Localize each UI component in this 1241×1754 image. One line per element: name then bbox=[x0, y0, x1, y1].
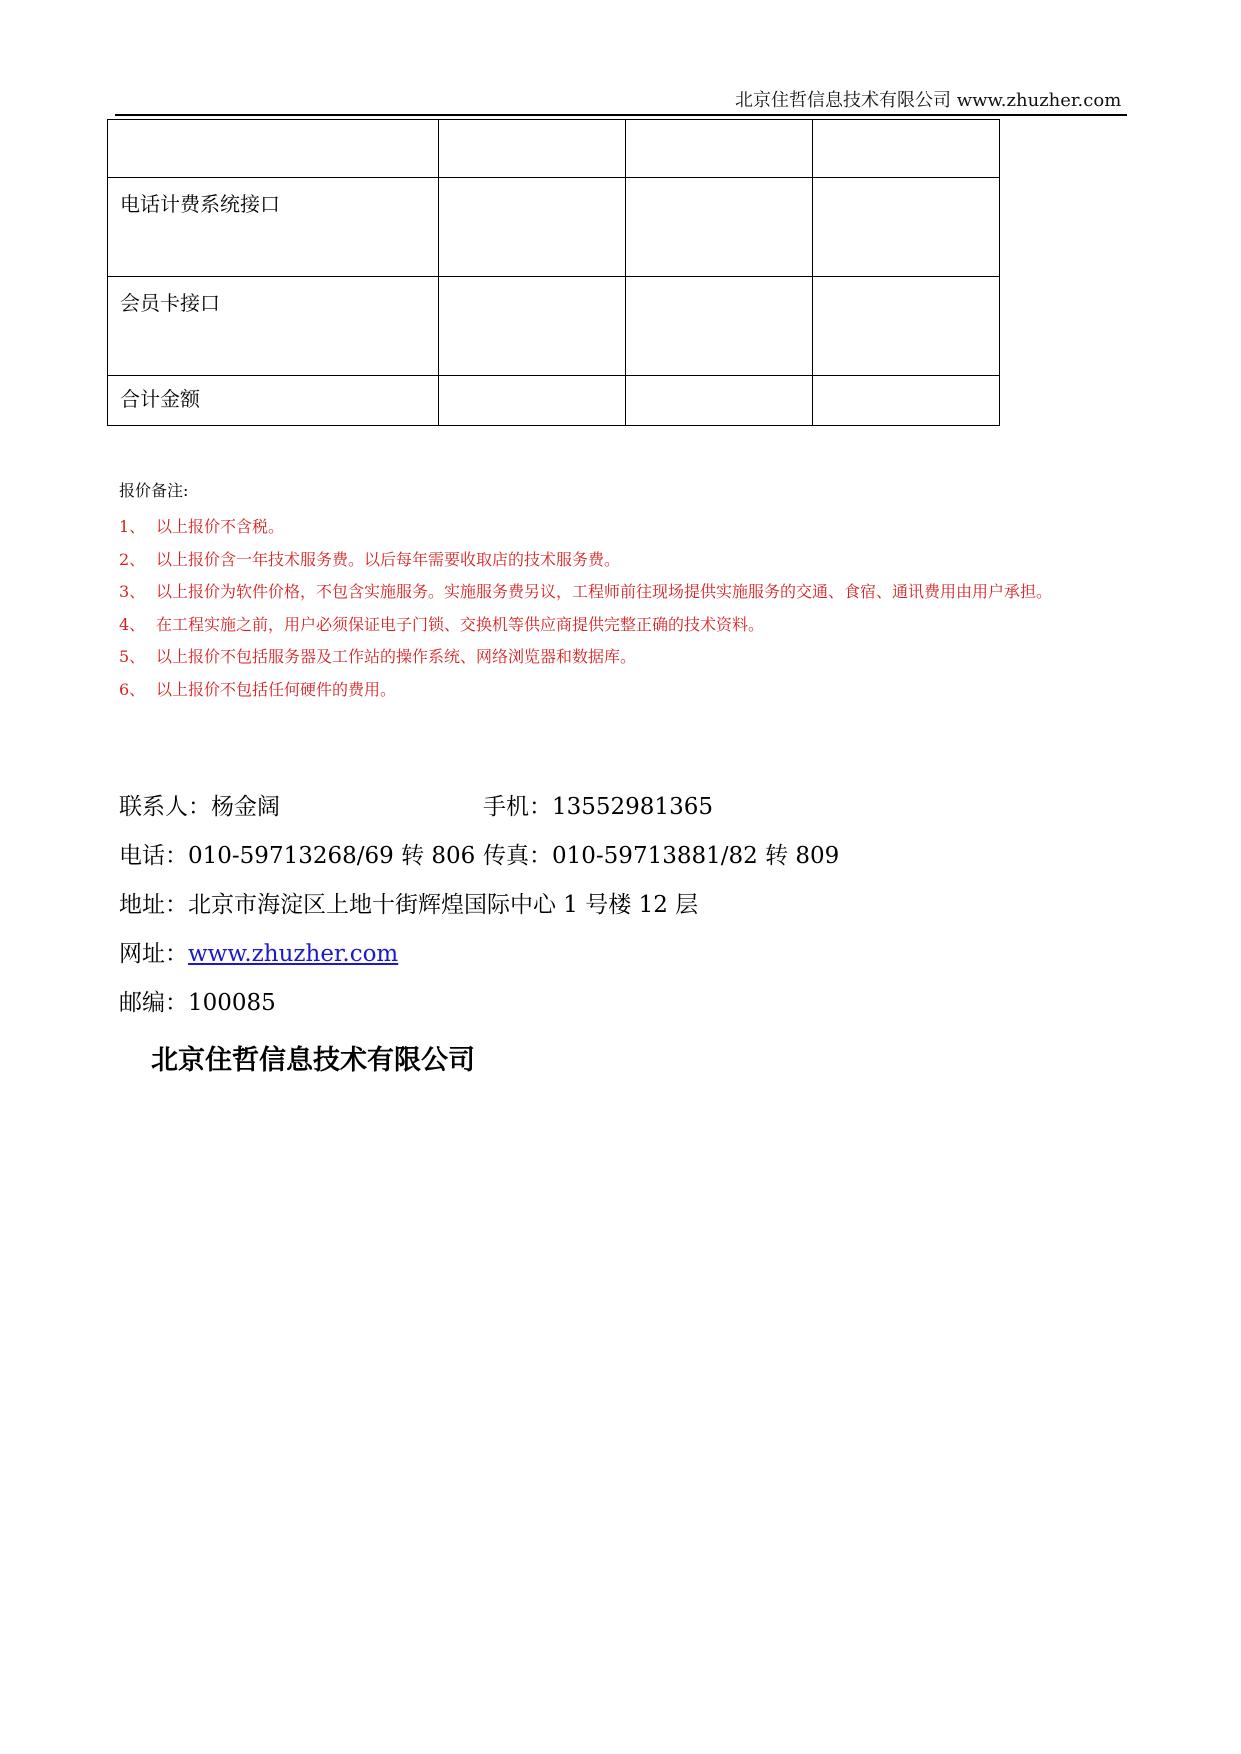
table-cell bbox=[813, 376, 1000, 426]
table-cell bbox=[626, 178, 813, 277]
remark-text: 以上报价不包括任何硬件的费用。 bbox=[156, 679, 397, 699]
remark-number: 4、 bbox=[119, 614, 146, 634]
table-cell-item: 电话计费系统接口 bbox=[108, 178, 439, 277]
remark-text: 在工程实施之前，用户必须保证电子门锁、交换机等供应商提供完整正确的技术资料。 bbox=[156, 614, 765, 634]
address-label: 地址： bbox=[119, 892, 188, 918]
remarks-section bbox=[119, 480, 1129, 706]
contact-row-postcode bbox=[119, 988, 276, 1018]
contact-row-address bbox=[119, 890, 698, 920]
table-row-total bbox=[108, 376, 1000, 426]
contact-person-label: 联系人： bbox=[119, 794, 211, 820]
table-row bbox=[108, 277, 1000, 376]
remark-item bbox=[119, 674, 1129, 707]
remark-text: 以上报价不包括服务器及工作站的操作系统、网络浏览器和数据库。 bbox=[156, 647, 637, 666]
postcode-label: 邮编： bbox=[119, 990, 188, 1016]
contact-row-website bbox=[119, 939, 398, 969]
phone-label: 电话： bbox=[119, 843, 188, 869]
table-cell bbox=[439, 120, 626, 178]
remark-item bbox=[119, 641, 1129, 674]
remark-number: 3、 bbox=[119, 582, 146, 601]
table-cell bbox=[813, 178, 1000, 277]
website-label: 网址： bbox=[119, 941, 188, 967]
remark-text: 以上报价含一年技术服务费。以后每年需要收取店的技术服务费。 bbox=[156, 549, 621, 569]
mobile-group bbox=[483, 792, 713, 822]
remark-number: 6、 bbox=[119, 679, 146, 699]
table-cell-item: 会员卡接口 bbox=[108, 277, 439, 376]
header-rule bbox=[115, 114, 1127, 116]
table-row bbox=[108, 178, 1000, 277]
table-cell bbox=[439, 376, 626, 426]
phone-number: 010-59713268/69 转 806 bbox=[188, 843, 476, 869]
quote-table bbox=[107, 119, 1000, 426]
fax-group bbox=[483, 841, 839, 871]
table-cell bbox=[626, 376, 813, 426]
remark-text: 以上报价为软件价格，不包含实施服务。实施服务费另议，工程师前往现场提供实施服务的交通、食宿、通讯费用由用户承担。 bbox=[156, 582, 1053, 601]
table-cell bbox=[626, 277, 813, 376]
contact-row-person bbox=[119, 792, 713, 822]
remark-text: 以上报价不含税。 bbox=[156, 517, 285, 536]
table-cell bbox=[439, 178, 626, 277]
page-header-text: 北京住哲信息技术有限公司 www.zhuzher.com bbox=[735, 90, 1122, 111]
contact-row-phone bbox=[119, 841, 840, 871]
website-link[interactable]: www.zhuzher.com bbox=[188, 941, 399, 967]
table-row bbox=[108, 120, 1000, 178]
company-name: 北京住哲信息技术有限公司 bbox=[151, 1045, 475, 1076]
remark-item bbox=[119, 576, 1129, 609]
fax-number: 010-59713881/82 转 809 bbox=[552, 843, 840, 869]
table-cell bbox=[813, 277, 1000, 376]
remark-number: 1、 bbox=[119, 517, 146, 536]
remark-item bbox=[119, 511, 1129, 544]
mobile-number: 13552981365 bbox=[552, 794, 713, 820]
table-cell-item: 合计金额 bbox=[108, 376, 439, 426]
table-cell bbox=[626, 120, 813, 178]
remark-number: 2、 bbox=[119, 549, 146, 569]
remarks-title: 报价备注: bbox=[119, 481, 189, 500]
remark-number: 5、 bbox=[119, 647, 146, 666]
address: 北京市海淀区上地十街辉煌国际中心 1 号楼 12 层 bbox=[188, 892, 699, 918]
remark-item bbox=[119, 544, 1129, 577]
fax-label: 传真： bbox=[483, 843, 552, 869]
mobile-label: 手机： bbox=[483, 794, 552, 820]
table-cell bbox=[813, 120, 1000, 178]
postcode: 100085 bbox=[188, 990, 276, 1016]
table-cell-item bbox=[108, 120, 439, 178]
remark-item bbox=[119, 609, 1129, 642]
table-cell bbox=[439, 277, 626, 376]
contact-person: 杨金阔 bbox=[211, 794, 280, 820]
